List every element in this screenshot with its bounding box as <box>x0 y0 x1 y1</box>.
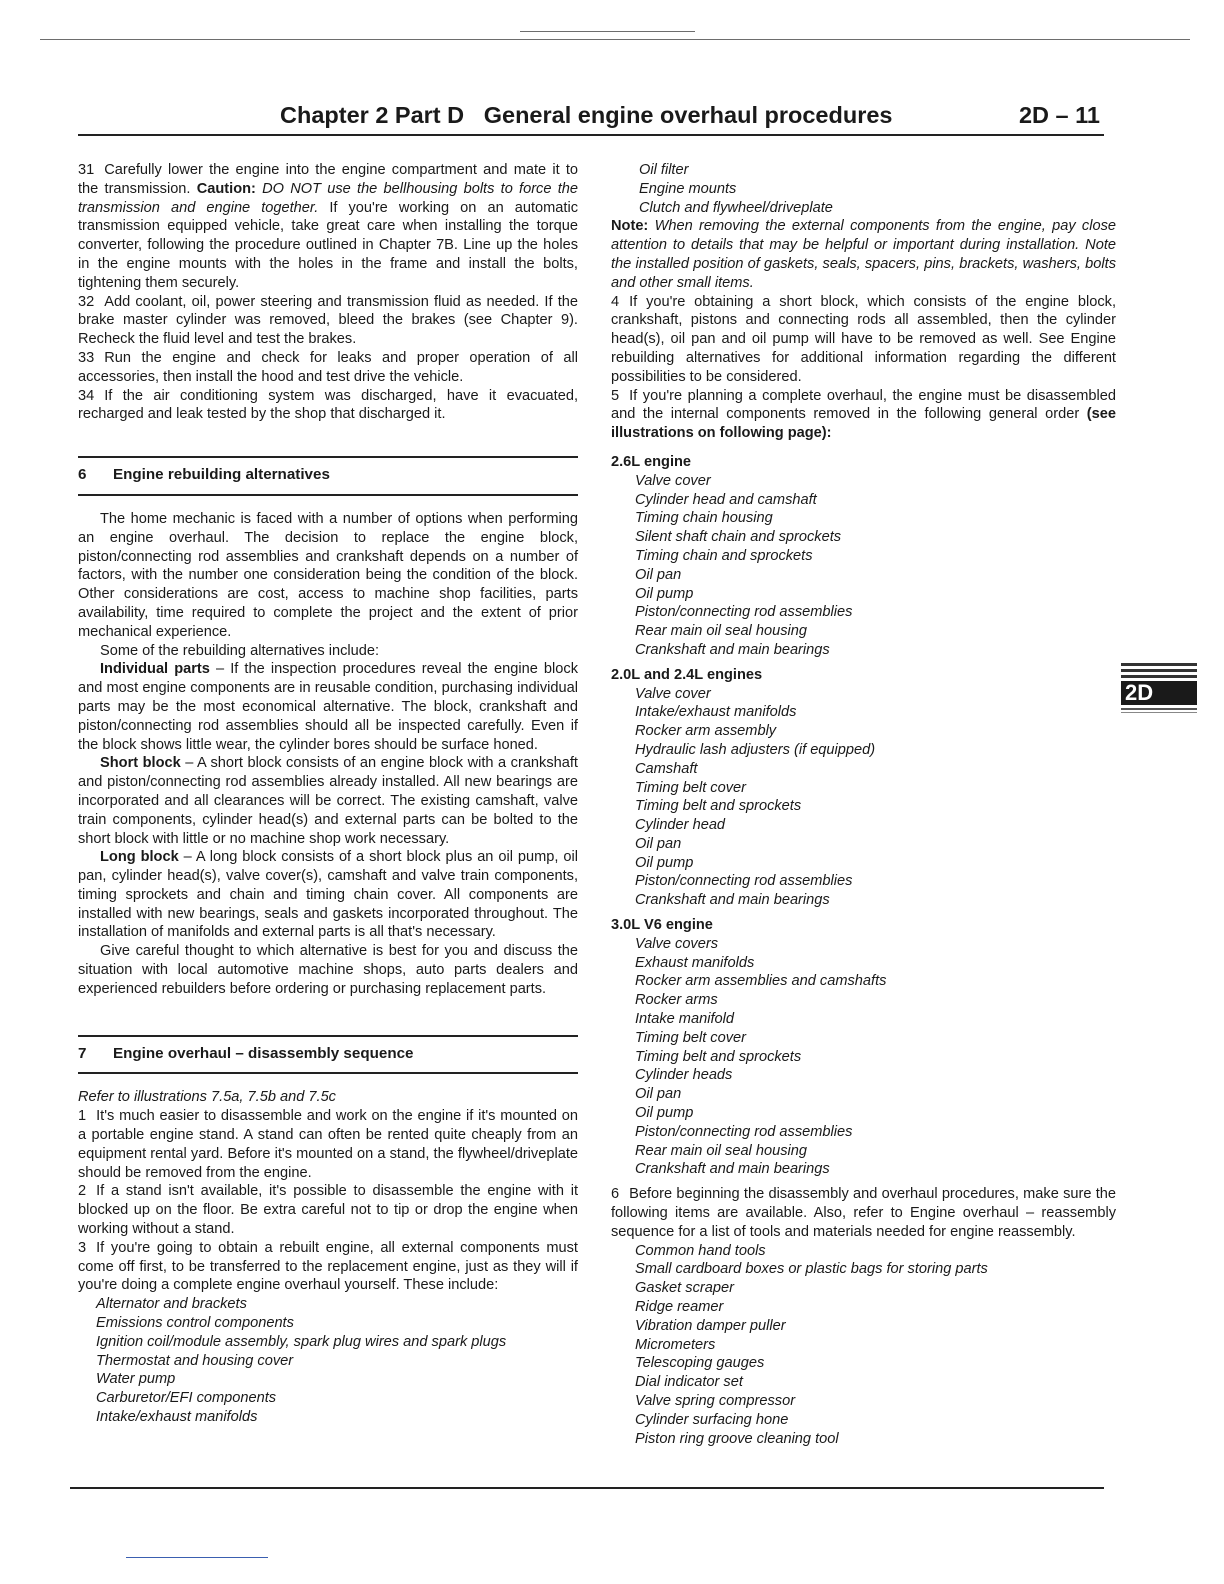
paragraph-31: 31 Carefully lower the engine into the engine compartment and mate it to the transmission. Caution: DO NOT use the bellhousing bolts to force the transmission and engine together. If you're working on an automatic transmission equipped vehicle, take great care when installing the torque converter, following the procedure outlined in Chapter 7B. Line up the holes in the engine mounts with the holes in the frame and install the bolts, tightening them securely. <box>78 162 578 291</box>
list-item: Emissions control components <box>96 1315 294 1332</box>
list-item: Rear main oil seal housing <box>635 1142 807 1159</box>
chapter-tab-label: 2D <box>1125 680 1154 705</box>
list-item: Valve cover <box>635 472 711 489</box>
list-item: Alternator and brackets <box>96 1296 247 1313</box>
paragraph-32: 32 Add coolant, oil, power steering and transmission fluid as needed. If the brake master cylinder was removed, bleed the brakes (see Chapter 9). Recheck the fluid level and test the brakes. <box>78 293 578 348</box>
list-item: Vibration damper puller <box>635 1317 786 1334</box>
list-item: Timing chain and sprockets <box>635 547 813 564</box>
list-item: Carburetor/EFI components <box>96 1390 277 1407</box>
list-item: Oil filter <box>639 162 689 178</box>
list-item: Timing belt and sprockets <box>635 1048 802 1065</box>
list-item: Crankshaft and main bearings <box>635 641 830 658</box>
list-item: Water pump <box>96 1371 176 1388</box>
list-item: Intake/exhaust manifolds <box>635 704 797 721</box>
paragraph-7-4: 4 If you're obtaining a short block, which consists of the engine block, crankshaft, pistons and connecting rods all assembled, then the cylinder head(s), oil pan and oil pump will have to be removed as well. See Engine rebuilding alternatives for additional information regarding the different possibilities to be considered. <box>611 293 1116 385</box>
list-item: Thermostat and housing cover <box>96 1352 294 1369</box>
left-column <box>78 161 578 1427</box>
list-item: Timing belt cover <box>635 779 746 796</box>
long-block: Long block – A long block consists of a short block plus an oil pump, oil pan, cylinder head(s), valve cover(s), camshaft and valve train components, timing sprockets and chain and timing chain cover. All components are installed with new bearings, seals and gaskets incorporated throughout. The installation of manifolds and external parts is all that's necessary. <box>78 849 578 941</box>
short-block: Short block – A short block consists of an engine block with a crankshaft and piston/connecting rod assemblies already installed. All new bearings are incorporated and all clearances will be correct. The existing camshaft, valve train components, cylinder head(s) and external parts can be bolted to the short block with little or no machine shop work necessary. <box>78 755 578 847</box>
page-header <box>78 100 1104 136</box>
individual-parts: Individual parts – If the inspection procedures reveal the engine block and most engine components are in reusable condition, purchasing individual parts may be the most economical alternative. The block, crankshaft and piston/connecting rod assemblies should all be inspected carefully. Even if the block shows little wear, the cylinder bores should be surface honed. <box>78 661 578 753</box>
paragraph-7-1: 1 It's much easier to disassemble and work on the engine if it's mounted on a portable engine stand. A stand can often be rented quite cheaply from an equipment rental yard. Before it's mounted on a stand, the flywheel/driveplate should be removed from the engine. <box>78 1108 578 1181</box>
engine-2-6l-list <box>611 472 1116 660</box>
list-item: Timing belt and sprockets <box>635 798 802 815</box>
section-7-heading: 7 Engine overhaul – disassembly sequence <box>78 1035 578 1075</box>
engine-3-0l-v6-list <box>611 935 1116 1179</box>
scan-blue-line <box>126 1557 268 1558</box>
list-item: Timing chain housing <box>635 510 773 527</box>
engine-2-0l-2-4l-list <box>611 685 1116 911</box>
list-item: Valve cover <box>635 685 711 702</box>
external-components-list <box>78 1295 578 1427</box>
note: Note: When removing the external components from the engine, pay close attention to details that may be helpful or important during installation. Note the installed position of gaskets, seals, spacers, pins, brackets, washers, bolts and other small items. <box>611 218 1116 291</box>
give-careful-thought: Give careful thought to which alternative is best for you and discuss the situation with local automotive machine shops, auto parts dealers and experienced rebuilders before ordering or purchasing replacement parts. <box>78 943 578 997</box>
right-column <box>611 161 1116 1454</box>
list-item: Oil pump <box>635 854 694 871</box>
list-item: Clutch and flywheel/driveplate <box>639 199 833 216</box>
list-item: Piston/connecting rod assemblies <box>635 873 853 890</box>
list-item: Rocker arms <box>635 992 718 1009</box>
engine-heading-3-0l-v6: 3.0L V6 engine <box>611 917 713 934</box>
list-item: Oil pan <box>635 566 682 583</box>
paragraph-7-3: 3 If you're going to obtain a rebuilt engine, all external components must come off first, to be transferred to the replacement engine, just as they will if you're doing a complete engine overhaul yourself. These include: <box>78 1239 578 1294</box>
list-item: Oil pan <box>635 835 682 852</box>
scan-rule-top <box>40 39 1190 40</box>
list-item: Rocker arm assemblies and camshafts <box>635 973 887 990</box>
list-item: Rear main oil seal housing <box>635 623 807 640</box>
list-item: Crankshaft and main bearings <box>635 1161 830 1178</box>
section-6-intro: The home mechanic is faced with a number of options when performing an engine overhaul. The decision to replace the engine block, piston/connecting rod assemblies and crankshaft depends on a number of factors, with the number one consideration being the condition of the block. Other considerations are cost, access to machine shop facilities, parts availability, time required to complete the project and the extent of prior mechanical experience. <box>78 510 578 640</box>
section-6-heading: 6 Engine rebuilding alternatives <box>78 456 578 496</box>
list-item: Cylinder surfacing hone <box>635 1411 789 1428</box>
list-item: Piston/connecting rod assemblies <box>635 604 853 621</box>
list-item: Ignition coil/module assembly, spark plug wires and spark plugs <box>96 1333 507 1350</box>
list-item: Small cardboard boxes or plastic bags for storing parts <box>635 1261 988 1278</box>
list-item: Micrometers <box>635 1336 716 1353</box>
list-item: Valve covers <box>635 935 719 952</box>
list-item: Crankshaft and main bearings <box>635 892 830 909</box>
paragraph-7-6: 6 Before beginning the disassembly and overhaul procedures, make sure the following items are available. Also, refer to Engine overhaul – reassembly sequence for a list of tools and materials needed for engine reassembly. <box>611 1186 1116 1240</box>
list-item: Rocker arm assembly <box>635 723 777 740</box>
list-item: Oil pump <box>635 585 694 602</box>
engine-heading-2-0l-2-4l: 2.0L and 2.4L engines <box>611 666 763 683</box>
section-7-refer: Refer to illustrations 7.5a, 7.5b and 7.5c <box>78 1089 336 1106</box>
list-item: Piston ring groove cleaning tool <box>635 1430 839 1447</box>
chapter-title: Chapter 2 Part D General engine overhaul procedures <box>280 102 893 128</box>
list-item: Telescoping gauges <box>635 1355 765 1372</box>
list-item: Silent shaft chain and sprockets <box>635 529 842 546</box>
list-item: Piston/connecting rod assemblies <box>635 1123 853 1140</box>
paragraph-7-5: 5 If you're planning a complete overhaul, the engine must be disassembled and the internal components removed in the following general order (see illustrations on following page): <box>611 387 1116 442</box>
list-item: Valve spring compressor <box>635 1393 796 1409</box>
list-item: Exhaust manifolds <box>635 954 755 971</box>
list-item: Dial indicator set <box>635 1374 743 1391</box>
list-item: Cylinder head and camshaft <box>635 491 817 508</box>
list-item: Timing belt cover <box>635 1029 746 1046</box>
bottom-rule <box>70 1487 1104 1489</box>
scan-rule-top-short <box>520 31 695 32</box>
page-number: 2D – 11 <box>1018 102 1100 128</box>
list-item: Engine mounts <box>639 180 737 197</box>
list-item: Intake manifold <box>635 1011 734 1028</box>
list-item: Cylinder head <box>635 817 726 834</box>
list-item: Hydraulic lash adjusters (if equipped) <box>635 741 876 758</box>
paragraph-33: 33 Run the engine and check for leaks and proper operation of all accessories, then install the hood and test drive the vehicle. <box>78 349 578 385</box>
list-item: Camshaft <box>635 760 698 777</box>
list-item: Intake/exhaust manifolds <box>96 1409 258 1426</box>
external-components-continued <box>611 161 1116 217</box>
chapter-tab <box>1121 663 1197 715</box>
tools-list <box>611 1242 1116 1449</box>
list-item: Oil pan <box>635 1086 682 1103</box>
list-item: Cylinder heads <box>635 1067 733 1084</box>
section-6-some: Some of the rebuilding alternatives include: <box>100 642 380 659</box>
list-item: Oil pump <box>635 1105 694 1122</box>
paragraph-34: 34 If the air conditioning system was discharged, have it evacuated, recharged and leak tested by the shop that discharged it. <box>78 387 578 423</box>
list-item: Gasket scraper <box>635 1280 734 1297</box>
paragraph-7-2: 2 If a stand isn't available, it's possible to disassemble the engine with it blocked up on the floor. Be extra careful not to tip or drop the engine when working without a stand. <box>78 1183 578 1238</box>
engine-heading-2-6l: 2.6L engine <box>611 453 692 470</box>
list-item: Common hand tools <box>635 1242 766 1259</box>
list-item: Ridge reamer <box>635 1299 724 1316</box>
